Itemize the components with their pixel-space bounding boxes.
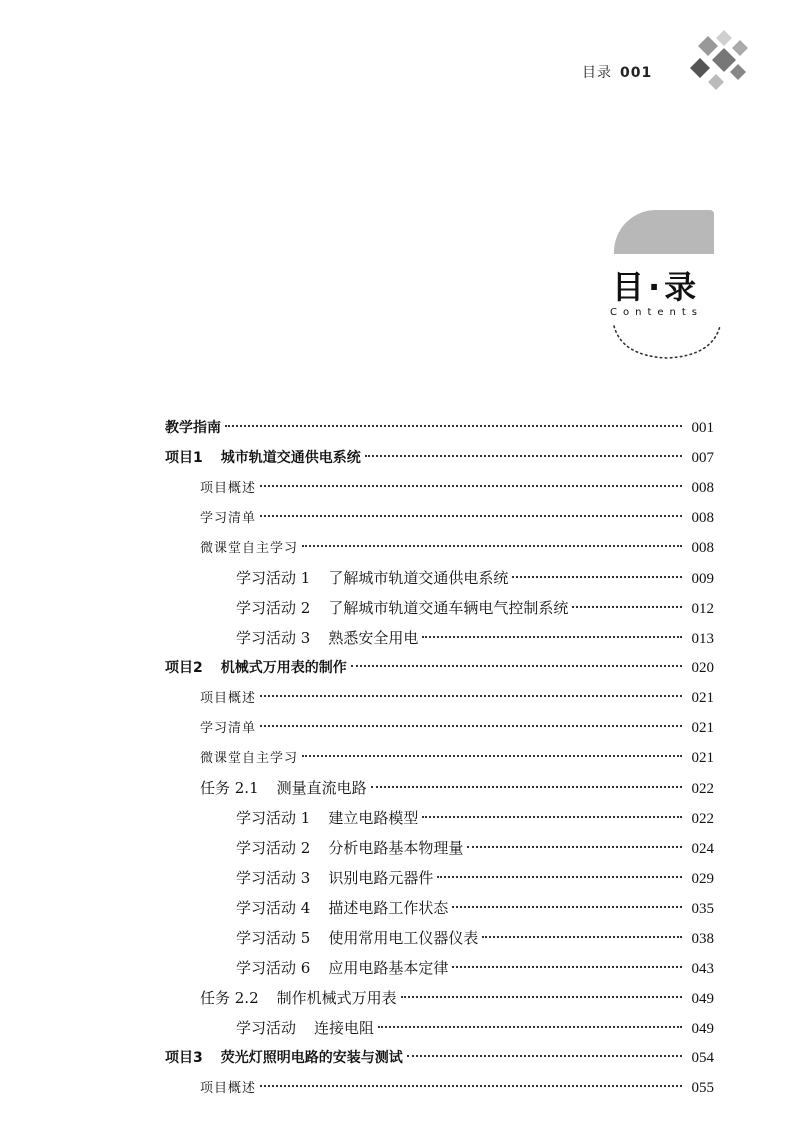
diamond-ornament-icon <box>680 30 750 100</box>
toc-page-number: 021 <box>691 750 714 766</box>
toc-entry-title: 荧光灯照明电路的安装与测试 <box>220 1050 403 1066</box>
toc-entry[interactable] <box>236 623 714 653</box>
page-title: 目·录 <box>612 268 701 306</box>
toc-entry[interactable] <box>236 1013 714 1043</box>
toc-entry-number: 学习活动 <box>236 1019 297 1037</box>
toc-entry-title: 应用电路基本定律 <box>328 959 449 977</box>
toc-entry-title: 项目概述 <box>200 481 257 496</box>
toc-entry-number: 学习活动 2 <box>236 599 311 617</box>
toc-entry-title: 学习清单 <box>200 721 257 736</box>
toc-entry-title: 了解城市轨道交通供电系统 <box>328 569 509 587</box>
toc-entry-label <box>200 684 256 714</box>
toc-entry-title: 机械式万用表的制作 <box>220 660 347 676</box>
toc-entry[interactable] <box>236 563 714 593</box>
toc-dot-leader <box>260 485 682 487</box>
header-page-number: 001 <box>620 65 653 81</box>
toc-page-number: 049 <box>691 991 714 1007</box>
toc-entry[interactable] <box>200 503 714 533</box>
toc-dot-leader <box>452 906 682 908</box>
toc-entry-label <box>236 893 448 923</box>
toc-entry-label <box>200 714 256 744</box>
toc-entry[interactable] <box>200 773 714 803</box>
toc-page-number: 049 <box>691 1021 714 1037</box>
toc-entry-label <box>200 744 298 774</box>
toc-page-number: 007 <box>691 450 714 466</box>
toc-entry-number: 任务 2.1 <box>200 779 259 797</box>
toc-entry-title: 分析电路基本物理量 <box>328 839 464 857</box>
toc-entry[interactable] <box>236 893 714 923</box>
toc-entry-label <box>200 1074 256 1104</box>
toc-entry-title: 测量直流电路 <box>276 779 367 797</box>
toc-dot-leader <box>302 755 682 757</box>
toc-page-number: 020 <box>691 660 714 676</box>
toc-entry-title: 微课堂自主学习 <box>200 541 299 556</box>
toc-entry-number: 学习活动 2 <box>236 839 311 857</box>
toc-page-number: 035 <box>691 901 714 917</box>
toc-entry-title: 项目概述 <box>200 1081 257 1096</box>
toc-entry-label <box>236 953 448 983</box>
toc-dot-leader <box>371 786 682 788</box>
toc-entry-number: 项目2 <box>165 660 203 676</box>
toc-entry-label <box>236 563 508 593</box>
toc-dot-leader <box>302 545 682 547</box>
toc-page-number: 022 <box>691 811 714 827</box>
toc-page-number: 029 <box>691 871 714 887</box>
toc-dot-leader <box>365 455 682 457</box>
toc-entry-title: 城市轨道交通供电系统 <box>220 450 361 466</box>
toc-entry-title: 描述电路工作状态 <box>328 899 449 917</box>
header-label: 目录 <box>582 65 612 81</box>
toc-entry-label <box>236 863 433 893</box>
toc-page-number: 008 <box>691 540 714 556</box>
toc-dot-leader <box>401 996 682 998</box>
toc-entry[interactable] <box>200 683 714 713</box>
toc-entry[interactable] <box>236 923 714 953</box>
toc-entry[interactable] <box>236 833 714 863</box>
toc-dot-leader <box>467 846 682 848</box>
toc-page-number: 054 <box>691 1050 714 1066</box>
toc-entry[interactable] <box>236 803 714 833</box>
toc-entry-title: 项目概述 <box>200 691 257 706</box>
toc-dot-leader <box>437 876 682 878</box>
toc-entry[interactable] <box>236 863 714 893</box>
toc-dot-leader <box>260 1085 682 1087</box>
toc-page-number: 024 <box>691 841 714 857</box>
toc-entry[interactable] <box>200 743 714 773</box>
toc-entry-number: 学习活动 6 <box>236 959 311 977</box>
toc-dot-leader <box>260 515 682 517</box>
toc-entry-title: 了解城市轨道交通车辆电气控制系统 <box>328 599 569 617</box>
page-subtitle: Contents <box>610 307 703 318</box>
toc-entry-title: 学习清单 <box>200 511 257 526</box>
toc-entry-number: 项目3 <box>165 1050 203 1066</box>
toc-entry[interactable] <box>236 953 714 983</box>
dotted-arc-ornament <box>612 322 722 362</box>
toc-entry-label <box>165 443 361 473</box>
toc-dot-leader <box>452 966 682 968</box>
toc-entry[interactable] <box>165 443 714 473</box>
toc-dot-leader <box>422 636 682 638</box>
toc-page-number: 055 <box>691 1080 714 1096</box>
toc-entry-label <box>236 593 568 623</box>
toc-entry-label <box>236 833 463 863</box>
toc-dot-leader <box>407 1055 682 1057</box>
toc-page-number: 008 <box>691 510 714 526</box>
toc-entry-label <box>200 773 367 803</box>
toc-entry-title: 制作机械式万用表 <box>276 989 397 1007</box>
toc-page-number: 009 <box>691 571 714 587</box>
toc-entry-label <box>200 504 256 534</box>
toc-entry-number: 项目1 <box>165 450 203 466</box>
toc-entry-label <box>200 983 397 1013</box>
toc-entry[interactable] <box>200 1073 714 1103</box>
toc-page-number: 038 <box>691 931 714 947</box>
toc-entry-label <box>236 803 418 833</box>
toc-entry-label <box>200 534 298 564</box>
toc-entry-title: 教学指南 <box>165 420 221 436</box>
toc-dot-leader <box>378 1026 682 1028</box>
toc-entry-label <box>236 1013 374 1043</box>
toc-entry[interactable] <box>200 713 714 743</box>
toc-entry-label <box>165 653 347 683</box>
toc-entry-title: 识别电路元器件 <box>328 869 434 887</box>
toc-entry-number: 学习活动 4 <box>236 899 311 917</box>
toc-entry-number: 学习活动 1 <box>236 569 311 587</box>
toc-entry[interactable] <box>165 653 714 683</box>
toc-dot-leader <box>260 695 682 697</box>
toc-entry[interactable] <box>236 593 714 623</box>
toc-entry-title: 使用常用电工仪器仪表 <box>328 929 479 947</box>
toc-dot-leader <box>351 665 682 667</box>
toc-dot-leader <box>482 936 682 938</box>
toc-entry-label <box>236 923 478 953</box>
toc-dot-leader <box>260 725 682 727</box>
toc-dot-leader <box>572 606 682 608</box>
toc-entry-title: 连接电阻 <box>314 1019 375 1037</box>
toc-entry-number: 学习活动 5 <box>236 929 311 947</box>
toc-dot-leader <box>422 816 682 818</box>
toc-page-number: 001 <box>691 420 714 436</box>
toc-page-number: 043 <box>691 961 714 977</box>
toc-entry[interactable] <box>165 1043 714 1073</box>
toc-entry-title: 微课堂自主学习 <box>200 751 299 766</box>
toc-page-number: 013 <box>691 631 714 647</box>
toc-entry-label <box>236 623 418 653</box>
title-tab-decoration <box>614 210 714 254</box>
toc-page-number: 012 <box>691 601 714 617</box>
toc-entry-title: 熟悉安全用电 <box>328 629 419 647</box>
running-header <box>582 62 652 82</box>
toc-dot-leader <box>512 576 682 578</box>
toc-entry-number: 学习活动 3 <box>236 629 311 647</box>
toc-page-number: 008 <box>691 480 714 496</box>
toc-entry[interactable] <box>165 413 714 443</box>
toc-entry-title: 建立电路模型 <box>328 809 419 827</box>
toc-entry-number: 任务 2.2 <box>200 989 259 1007</box>
toc-entry-label <box>165 1043 403 1073</box>
toc-entry[interactable] <box>200 533 714 563</box>
toc-entry-number: 学习活动 1 <box>236 809 311 827</box>
toc-dot-leader <box>225 425 682 427</box>
toc-page-number: 022 <box>691 781 714 797</box>
toc-entry[interactable] <box>200 983 714 1013</box>
toc-entry[interactable] <box>200 473 714 503</box>
toc-entry-label <box>165 413 221 443</box>
toc-page-number: 021 <box>691 720 714 736</box>
toc-page-number: 021 <box>691 690 714 706</box>
toc-entry-label <box>200 474 256 504</box>
toc-entry-number: 学习活动 3 <box>236 869 311 887</box>
